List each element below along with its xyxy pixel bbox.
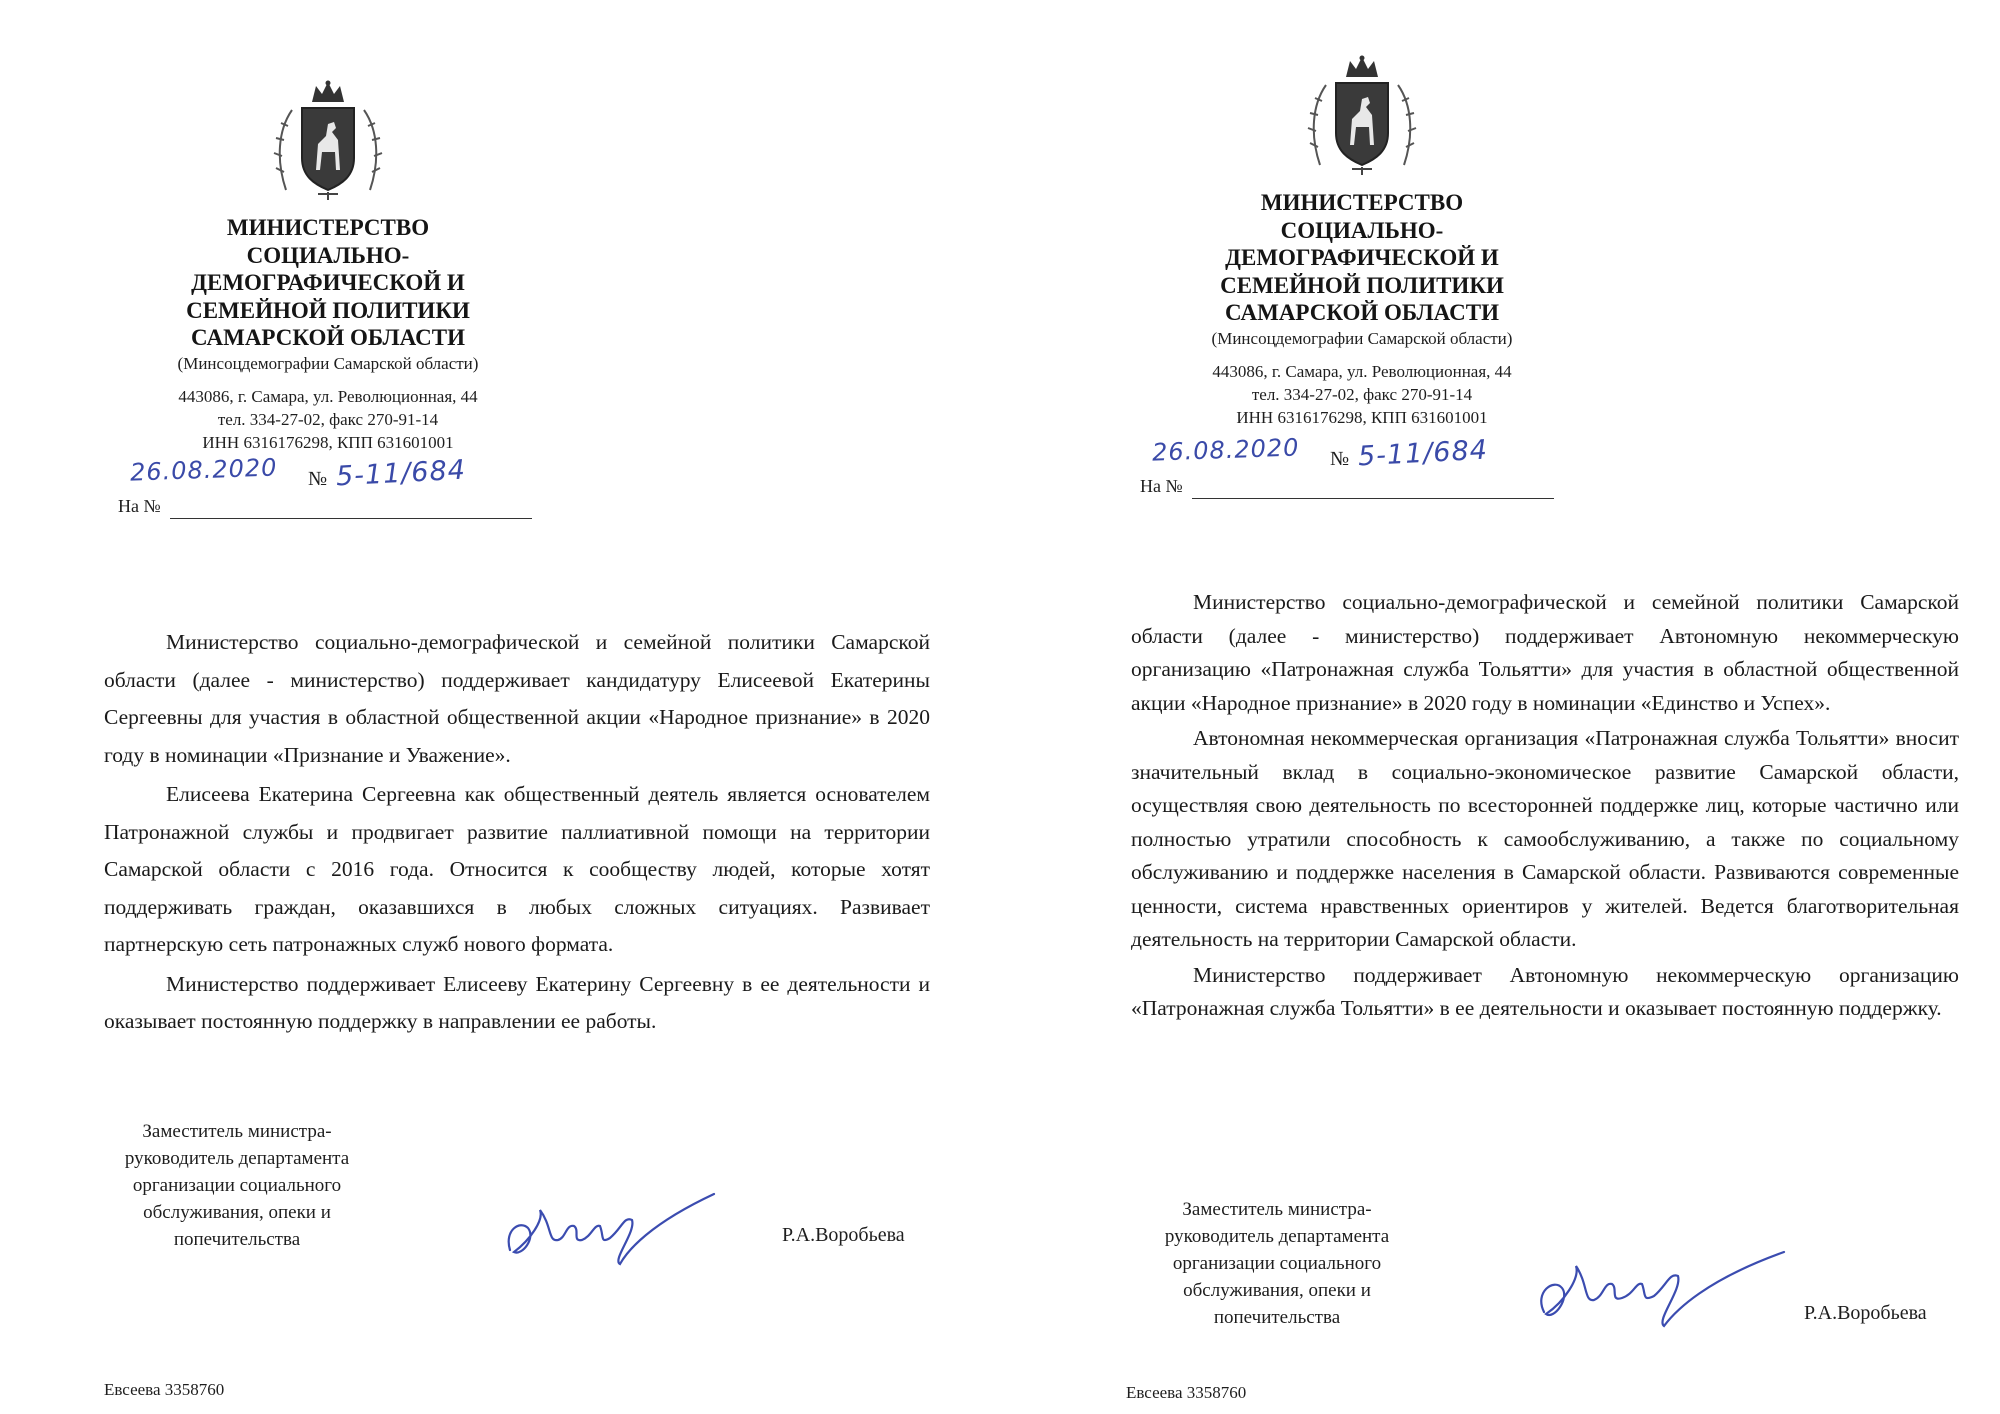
phone: тел. 334-27-02, факс 270-91-14 <box>1251 384 1473 404</box>
letterhead <box>1142 55 1582 429</box>
reply-to-label: На № <box>118 496 161 516</box>
handwritten-number: 5-11/684 <box>1357 434 1489 473</box>
signatory-name: Р.А.Воробьева <box>1804 1302 1927 1324</box>
reply-to-label: На № <box>1140 476 1183 496</box>
inn-kpp: ИНН 6316176298, КПП 631601001 <box>1236 407 1488 427</box>
executor-contact: Евсеева 3358760 <box>104 1380 225 1399</box>
inn-kpp: ИНН 6316176298, КПП 631601001 <box>202 432 454 452</box>
handwritten-date: 26.08.2020 <box>129 453 278 487</box>
address: 443086, г. Самара, ул. Революционная, 44 <box>178 386 478 406</box>
paragraph: Министерство социально-демографической и семейной политики Самарской области (далее - министерство) поддерживает кандидатуру Елисеевой Екатерины Сергеевны для участия в областной общественной акции «Народное признание» в 2020 году в номинации «Признание и Уважение». <box>104 630 930 767</box>
letter-body <box>104 624 930 1043</box>
paragraph: Автономная некоммерческая организация «Патронажная служба Тольятти» вносит значительный вклад в социально-экономическое развитие Самарской области, осуществляя свою деятельность по всесторонней поддержке лиц, которые частично или полностью утратили способность к самообслуживанию, а также по социальному обслуживанию и поддержке населения в Самарской области. Развиваются современные ценности, система нравственных ориентиров у жителей. Ведется благотворительная деятельность на территории Самарской области. <box>1131 726 1959 951</box>
address-block <box>108 385 548 454</box>
signature-image <box>1530 1232 1790 1332</box>
reply-to-line <box>170 518 532 519</box>
signatory-title: Заместитель министра- руководитель департамента организации социального обслуживания, опеки и попечительства <box>1164 1199 1390 1328</box>
signatory-name: Р.А.Воробьева <box>782 1224 905 1246</box>
letter-right <box>1000 0 2000 1414</box>
number-label: № <box>308 468 328 490</box>
number-label: № <box>1330 448 1350 470</box>
executor-contact: Евсеева 3358760 <box>1126 1383 1247 1402</box>
coat-of-arms-emblem <box>1306 55 1418 177</box>
letterhead <box>108 80 548 454</box>
paragraph: Министерство социально-демографической и семейной политики Самарской области (далее - министерство) поддерживает Автономную некоммерческую организацию «Патронажная служба Тольятти» для участия в областной общественной акции «Народное признание» в 2020 году в номинации «Единство и Успех». <box>1131 590 1959 715</box>
ministry-short-name: (Минсоцдемографии Самарской области) <box>1211 328 1513 348</box>
handwritten-number: 5-11/684 <box>335 454 467 493</box>
letter-body <box>1131 586 1959 1028</box>
signatory-title: Заместитель министра- руководитель департамента организации социального обслуживания, опеки и попечительства <box>124 1121 350 1250</box>
ministry-name: МИНИСТЕРСТВО СОЦИАЛЬНО- ДЕМОГРАФИЧЕСКОЙ И СЕМЕЙНОЙ ПОЛИТИКИ САМАРСКОЙ ОБЛАСТИ <box>186 215 470 350</box>
paragraph: Министерство поддерживает Автономную некоммерческую организацию «Патронажная служба Тольятти» в ее деятельности и оказывает постоянную поддержку. <box>1131 962 1959 1020</box>
paragraph: Елисеева Екатерина Сергеевна как общественный деятель является основателем Патронажной службы и продвигает развитие паллиативной помощи на территории Самарской области с 2016 года. Относится к сообществу людей, которые хотят поддерживать граждан, оказавшихся в любых сложных ситуациях. Развивает партнерскую сеть патронажных служб нового формата. <box>104 782 930 956</box>
reply-to-line <box>1192 498 1554 499</box>
address-block <box>1142 360 1582 429</box>
handwritten-date: 26.08.2020 <box>1151 433 1300 467</box>
address: 443086, г. Самара, ул. Революционная, 44 <box>1212 361 1512 381</box>
coat-of-arms-emblem <box>272 80 384 202</box>
signature-image <box>500 1180 720 1270</box>
ministry-short-name: (Минсоцдемографии Самарской области) <box>177 353 479 373</box>
registration-block <box>1140 433 1560 508</box>
phone: тел. 334-27-02, факс 270-91-14 <box>217 409 439 429</box>
paragraph: Министерство поддерживает Елисееву Екатерину Сергеевну в ее деятельности и оказывает постоянную поддержку в направлении ее работы. <box>104 971 930 1033</box>
registration-block <box>118 453 558 528</box>
ministry-name: МИНИСТЕРСТВО СОЦИАЛЬНО- ДЕМОГРАФИЧЕСКОЙ И СЕМЕЙНОЙ ПОЛИТИКИ САМАРСКОЙ ОБЛАСТИ <box>1220 190 1504 325</box>
